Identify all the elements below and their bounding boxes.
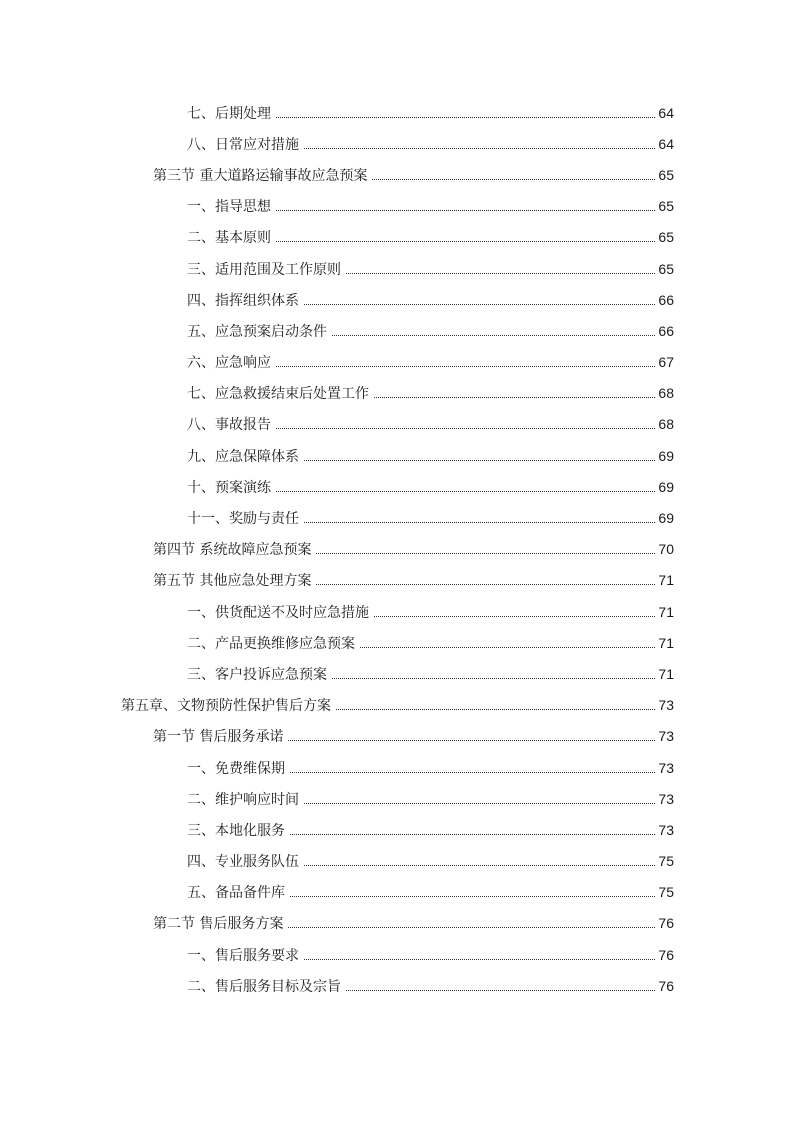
toc-entry-page-number: 75 [658,884,674,901]
toc-entry-title: 八、日常应对措施 [187,136,299,153]
toc-entry-page-number: 69 [658,510,674,527]
dot-leader [304,958,655,960]
dot-leader [346,989,655,991]
toc-entry[interactable] [0,128,674,159]
dot-leader [290,895,655,897]
toc-entry[interactable] [0,378,674,409]
toc-entry[interactable] [0,627,674,658]
toc-entry[interactable] [0,908,674,939]
dot-leader [332,334,655,336]
toc-entry-title: 九、应急保障体系 [187,448,299,465]
toc-entry-title: 一、售后服务要求 [187,947,299,964]
dot-leader [372,178,655,180]
toc-entry[interactable] [0,284,674,315]
toc-entry-title: 二、产品更换维修应急预案 [187,635,355,652]
toc-entry-title: 七、后期处理 [187,105,271,122]
toc-entry-page-number: 66 [658,291,674,308]
toc-entry-page-number: 68 [658,416,674,433]
dot-leader [304,521,655,523]
toc-entry[interactable] [0,939,674,970]
toc-entry-page-number: 69 [658,447,674,464]
toc-entry[interactable] [0,721,674,752]
toc-entry[interactable] [0,97,674,128]
toc-entry-page-number: 64 [658,104,674,121]
toc-entry[interactable] [0,471,674,502]
toc-entry-title: 八、事故报告 [187,417,271,434]
dot-leader [288,926,655,928]
toc-entry-page-number: 71 [658,634,674,651]
toc-entry-page-number: 71 [658,572,674,589]
toc-entry[interactable] [0,222,674,253]
toc-entry[interactable] [0,752,674,783]
dot-leader [276,365,655,367]
toc-entry-page-number: 67 [658,354,674,371]
toc-entry-page-number: 71 [658,665,674,682]
toc-entry-title: 三、客户投诉应急预案 [187,666,327,683]
dot-leader [290,833,655,835]
toc-entry-page-number: 65 [658,229,674,246]
toc-entry[interactable] [0,783,674,814]
dot-leader [276,490,655,492]
dot-leader [374,615,655,617]
dot-leader [304,864,655,866]
toc-entry-title: 一、指导思想 [187,199,271,216]
toc-entry-title: 六、应急响应 [187,355,271,372]
toc-entry[interactable] [0,534,674,565]
dot-leader [360,646,655,648]
dot-leader [304,459,655,461]
toc-entry[interactable] [0,315,674,346]
toc-entry-page-number: 73 [658,790,674,807]
toc-entry-page-number: 65 [658,260,674,277]
toc-entry-title: 一、供货配送不及时应急措施 [187,604,369,621]
toc-entry-title: 三、适用范围及工作原则 [187,261,341,278]
toc-entry[interactable] [0,970,674,1001]
dot-leader [276,209,655,211]
toc-entry[interactable] [0,877,674,908]
toc-entry-page-number: 64 [658,135,674,152]
dot-leader [316,552,655,554]
dot-leader [276,427,655,429]
dot-leader [316,583,655,585]
toc-entry-page-number: 66 [658,322,674,339]
dot-leader [288,739,655,741]
toc-entry-title: 二、售后服务目标及宗旨 [187,978,341,995]
toc-entry-title: 二、维护响应时间 [187,791,299,808]
toc-entry-title: 五、备品备件库 [187,885,285,902]
toc-entry-page-number: 68 [658,385,674,402]
toc-entry-title: 五、应急预案启动条件 [187,323,327,340]
dot-leader [332,677,655,679]
toc-entry-page-number: 76 [658,946,674,963]
toc-entry-title: 十、预案演练 [187,479,271,496]
dot-leader [290,771,655,773]
table-of-contents [0,97,793,1001]
toc-entry-title: 第三节 重大道路运输事故应急预案 [153,167,368,184]
toc-entry-title: 第五章、文物预防性保护售后方案 [121,698,331,715]
toc-entry-title: 第五节 其他应急处理方案 [153,573,312,590]
toc-entry-title: 第一节 售后服务承诺 [153,729,284,746]
toc-entry-page-number: 65 [658,198,674,215]
dot-leader [304,303,655,305]
toc-entry-title: 七、应急救援结束后处置工作 [187,386,369,403]
toc-entry[interactable] [0,159,674,190]
toc-entry-title: 四、指挥组织体系 [187,292,299,309]
toc-entry[interactable] [0,596,674,627]
toc-entry-page-number: 73 [658,697,674,714]
toc-entry[interactable] [0,191,674,222]
dot-leader [276,240,655,242]
dot-leader [304,147,655,149]
dot-leader [346,272,655,274]
toc-entry-page-number: 76 [658,977,674,994]
toc-entry[interactable] [0,658,674,689]
toc-entry-page-number: 65 [658,166,674,183]
toc-entry-page-number: 73 [658,759,674,776]
toc-entry-page-number: 73 [658,821,674,838]
toc-entry-title: 一、免费维保期 [187,760,285,777]
toc-entry[interactable] [0,347,674,378]
toc-entry-title: 十一、奖励与责任 [187,511,299,528]
toc-entry[interactable] [0,502,674,533]
toc-entry-page-number: 73 [658,728,674,745]
dot-leader [304,802,655,804]
dot-leader [374,396,655,398]
toc-entry[interactable] [0,690,674,721]
toc-entry-title: 第二节 售后服务方案 [153,916,284,933]
toc-entry-page-number: 70 [658,541,674,558]
toc-entry[interactable] [0,440,674,471]
dot-leader [336,708,655,710]
toc-entry-page-number: 75 [658,853,674,870]
toc-entry-title: 二、基本原则 [187,230,271,247]
toc-entry[interactable] [0,846,674,877]
toc-entry-title: 四、专业服务队伍 [187,854,299,871]
toc-entry[interactable] [0,253,674,284]
toc-entry-title: 第四节 系统故障应急预案 [153,542,312,559]
toc-entry[interactable] [0,409,674,440]
dot-leader [276,116,655,118]
toc-entry-page-number: 71 [658,603,674,620]
toc-entry[interactable] [0,814,674,845]
toc-entry-title: 三、本地化服务 [187,822,285,839]
toc-entry-page-number: 69 [658,478,674,495]
toc-entry[interactable] [0,565,674,596]
toc-entry-page-number: 76 [658,915,674,932]
